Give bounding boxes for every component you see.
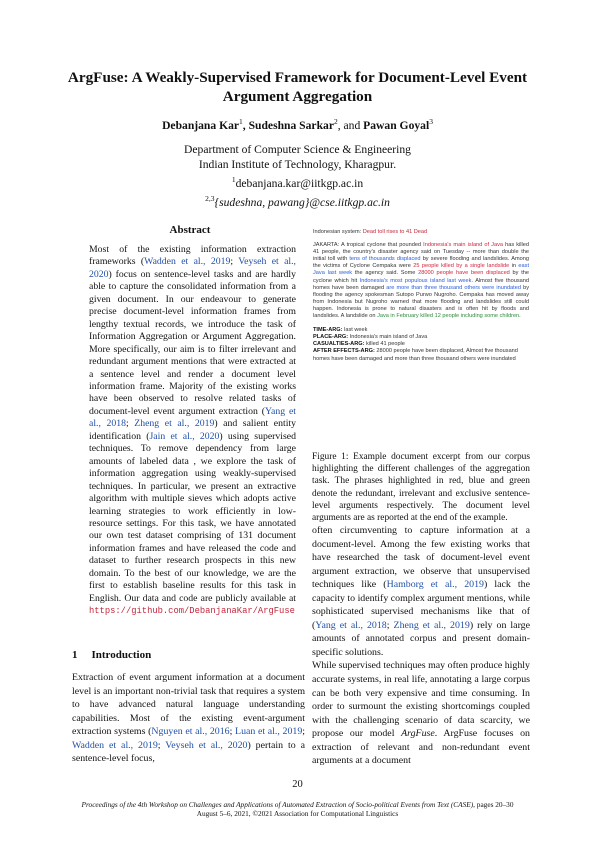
redundant-arg-highlight: Indonesia's main island of Java xyxy=(423,242,503,249)
department: Department of Computer Science & Engineering xyxy=(184,143,411,156)
figure-1-caption: Figure 1: Example document excerpt from our corpus highlighting the different challenges of the aggregation task. The phrases highlighted in red, blue and green denote the redundant, irrelevant and exclusive sentence-level arguments respectively. The document level arguments are as reported at the end of the example. xyxy=(312,452,530,524)
author-list xyxy=(40,117,555,132)
abstract-part: ) using supervised techniques. To remove dependency from large amounts of labeled data , we explore the task of information aggregation using weakly-supervised techniques. In particular, we present an extractive algorithm with multiple sieves which adopts active learning strategies to work efficiently in low-resource settings. For this task, we have annotated our own test dataset comprising of 131 document information frames and have released the code and dataset to further research prospects in this new domain. To the best of our knowledge, we are the first to establish baseline results for this task in English. Our data and code are publicly available at xyxy=(89,430,297,604)
arg-label: TIME-ARG: xyxy=(313,327,343,334)
email-1-sup: 1 xyxy=(231,175,236,184)
document-level-args xyxy=(313,327,529,362)
abstract-heading: Abstract xyxy=(169,224,211,236)
figure-text: by flooding the agency spokesman Sutopo Purwo Nugroho. Cempaka has moved away from Indonesia but Nugroho warned that more flooding and landslides still could happen. Indonesia is prone to natural disasters and is often hit by floods and landslides. A landslide on xyxy=(313,284,529,320)
text-part: While supervised techniques may often produce highly accurate systems, in real life, annotating a large corpus can be both very expensive and time consuming. In order to surmount the existing shortcomings coupled with the challenging scenario of data scarcity, we propose our model xyxy=(312,660,530,740)
citation-link[interactable]: Nguyen et al., 2016 xyxy=(151,726,230,738)
author-1-sup: 1 xyxy=(239,117,243,126)
citation-link[interactable]: Veyseh et al., 2020 xyxy=(89,256,296,280)
redundant-arg-highlight: 25 people killed by a single landslide xyxy=(413,263,510,270)
figure-text: by the cyclone which hit xyxy=(313,270,530,284)
author-1: Debanjana Kar xyxy=(162,118,240,132)
irrelevant-arg-highlight: Indonesia's most populous island last week xyxy=(359,277,472,284)
intro-part: Extraction of event argument information at a document level is an important non-trivial task that requires a system to have advanced natural language understanding capabilities. Most of the existing event-argument extraction systems ( xyxy=(72,672,305,738)
footer-line-2: August 5–6, 2021, ©2021 Association for Computational Linguistics xyxy=(196,809,399,819)
figure-text: . xyxy=(519,313,521,320)
email-2-sup: 2,3 xyxy=(205,193,215,203)
irrelevant-arg-highlight: are more than three thousand others were inundated xyxy=(386,284,521,291)
intro-part: ; xyxy=(302,726,306,738)
model-name: ArgFuse xyxy=(401,728,435,740)
abstract-part: Most of the existing information extraction frameworks ( xyxy=(89,244,296,268)
email-1[interactable]: debanjana.kar@iitkgp.ac.in xyxy=(235,176,364,190)
abstract-part: ; xyxy=(230,256,239,268)
citation-link[interactable]: Luan et al., 2019 xyxy=(235,726,303,738)
section-number: 1 xyxy=(72,649,78,661)
arg-label: PLACE-ARG: xyxy=(313,334,349,341)
abstract-part: ) and salient entity identification ( xyxy=(89,418,297,442)
intro-part: ; xyxy=(229,726,236,738)
abstract-text xyxy=(89,244,296,618)
arg-label: AFTER EFFECTS-ARG: xyxy=(313,348,375,355)
citation-link[interactable]: Hamborg et al., 2019 xyxy=(386,579,484,591)
author-sep-1: , xyxy=(242,118,249,132)
institute: Indian Institute of Technology, Kharagpur. xyxy=(198,158,397,171)
figure-headline-link: Dead toll rises to 41 Dead xyxy=(362,229,428,235)
proceedings-footer xyxy=(20,800,575,818)
right-column-text xyxy=(312,524,530,768)
author-2-sup: 2 xyxy=(333,117,338,126)
footer-pages: , pages 20–30 xyxy=(473,800,514,809)
paragraph xyxy=(312,524,530,659)
section-title: Introduction xyxy=(91,649,152,661)
author-sep-2: , and xyxy=(337,118,364,132)
figure-headline-prefix: Indonesian system: xyxy=(313,229,363,235)
text-part: ) rely on large amounts of annotated corpus and present domain-specific solutions. xyxy=(312,619,530,658)
paper-title xyxy=(40,68,555,106)
abstract-part: ; xyxy=(125,418,135,430)
figure-text: the agency said. Some xyxy=(352,270,419,277)
title-line-2: Argument Aggregation xyxy=(222,88,373,105)
citation-link[interactable]: Yang et al., 2018 xyxy=(89,405,296,430)
page-number: 20 xyxy=(292,779,303,790)
redundant-arg-highlight: 28000 people have been displaced xyxy=(418,270,510,277)
figure-text: has killed 41 people, the country's disaster agency said on Tuesday -- more than double the initial toll with xyxy=(313,242,530,263)
author-3: Pawan Goyal xyxy=(363,118,430,132)
arg-after-effects xyxy=(313,348,529,362)
arg-value: 28000 people have been displaced, Almost five thousand homes have been damaged and more than three thousand others were inundated xyxy=(313,348,518,362)
citation-link[interactable]: Jain et al., 2020 xyxy=(149,430,220,442)
text-part: . ArgFuse focuses on extraction of relevant and non-redundant event arguments at a document xyxy=(312,728,530,767)
figure-text: by severe flooding and landslides. Among the victims of Cyclone Cempaka were xyxy=(313,256,529,270)
citation-link[interactable]: Zheng et al., 2019 xyxy=(393,619,470,631)
citation-link[interactable]: Yang et al., 2018 xyxy=(315,619,387,631)
citation-link[interactable]: Zheng et al., 2019 xyxy=(134,418,215,430)
code-url-link[interactable]: https://github.com/DebanjanaKar/ArgFuse xyxy=(89,606,295,617)
author-2: Sudeshna Sarkar xyxy=(248,118,334,132)
arg-place xyxy=(313,334,529,341)
abstract-part: ) focus on sentence-level tasks and are hardly able to capture the consolidated information from a given document. In our endeavour to generate precise document-level information frames from lengthy textual records, we introduce the task of Information Aggregation or Argument Aggregation. More specifically, our aim is to filter irrelevant and redundant argument mentions that were extracted at a sentence level and render a document level information frame. Majority of the existing works have been observed to resolve related tasks of document-level event argument extraction ( xyxy=(89,268,296,417)
footer-line-1 xyxy=(20,800,575,809)
figure-headline xyxy=(313,229,529,236)
arg-value: Indonesia's main island of Java xyxy=(348,334,428,341)
figure-text: JAKARTA: A tropical cyclone that pounded xyxy=(313,242,424,249)
text-part: ) lack the capacity to identify complex argument mentions, while sophisticated supervised mechanisms like that of ( xyxy=(312,579,530,631)
text-part: often circumventing to capture information at a document-level. Among the few existing works that have researched the task of document-level event argument extraction, we observe that unsupervised techniques like ( xyxy=(312,525,530,591)
intro-part: ; xyxy=(157,739,166,751)
citation-link[interactable]: Wadden et al., 2019 xyxy=(72,739,158,751)
paragraph xyxy=(312,659,530,767)
arg-time xyxy=(313,327,529,334)
text-part: ; xyxy=(386,619,394,631)
arg-value: killed 41 people xyxy=(364,341,405,348)
intro-text xyxy=(72,671,305,766)
citation-link[interactable]: Veyseh et al., 2020 xyxy=(165,739,248,751)
arg-label: CASUALTIES-ARG: xyxy=(313,341,365,348)
arg-casualties xyxy=(313,341,529,348)
email-1-line xyxy=(40,172,555,191)
author-3-sup: 3 xyxy=(429,117,433,126)
footer-venue: Proceedings of the 4th Workshop on Challenges and Applications of Automated Extraction of Socio-political Events from Text (CASE) xyxy=(81,800,474,809)
email-2[interactable]: {sudeshna, pawang}@cse.iitkgp.ac.in xyxy=(214,195,390,209)
arg-value: last week xyxy=(342,327,368,334)
figure-body xyxy=(313,242,529,320)
intro-part: ) pertain to a sentence-level focus, xyxy=(72,739,305,765)
citation-link[interactable]: Wadden et al., 2019 xyxy=(144,256,231,268)
email-2-line xyxy=(40,191,555,210)
exclusive-arg-highlight: Java in February killed 12 people including some children xyxy=(377,313,520,320)
section-heading-introduction xyxy=(72,649,151,661)
affiliation-block xyxy=(40,142,555,210)
irrelevant-arg-highlight: tens of thousands displaced xyxy=(349,256,421,263)
figure-text: in xyxy=(509,263,519,270)
irrelevant-arg-highlight: east Java last week xyxy=(313,263,529,277)
figure-1-excerpt xyxy=(313,229,529,444)
title-line-1: ArgFuse: A Weakly-Supervised Framework for Document-Level Event xyxy=(67,69,528,86)
figure-text: . Almost five thousand homes have been damaged xyxy=(313,277,529,291)
